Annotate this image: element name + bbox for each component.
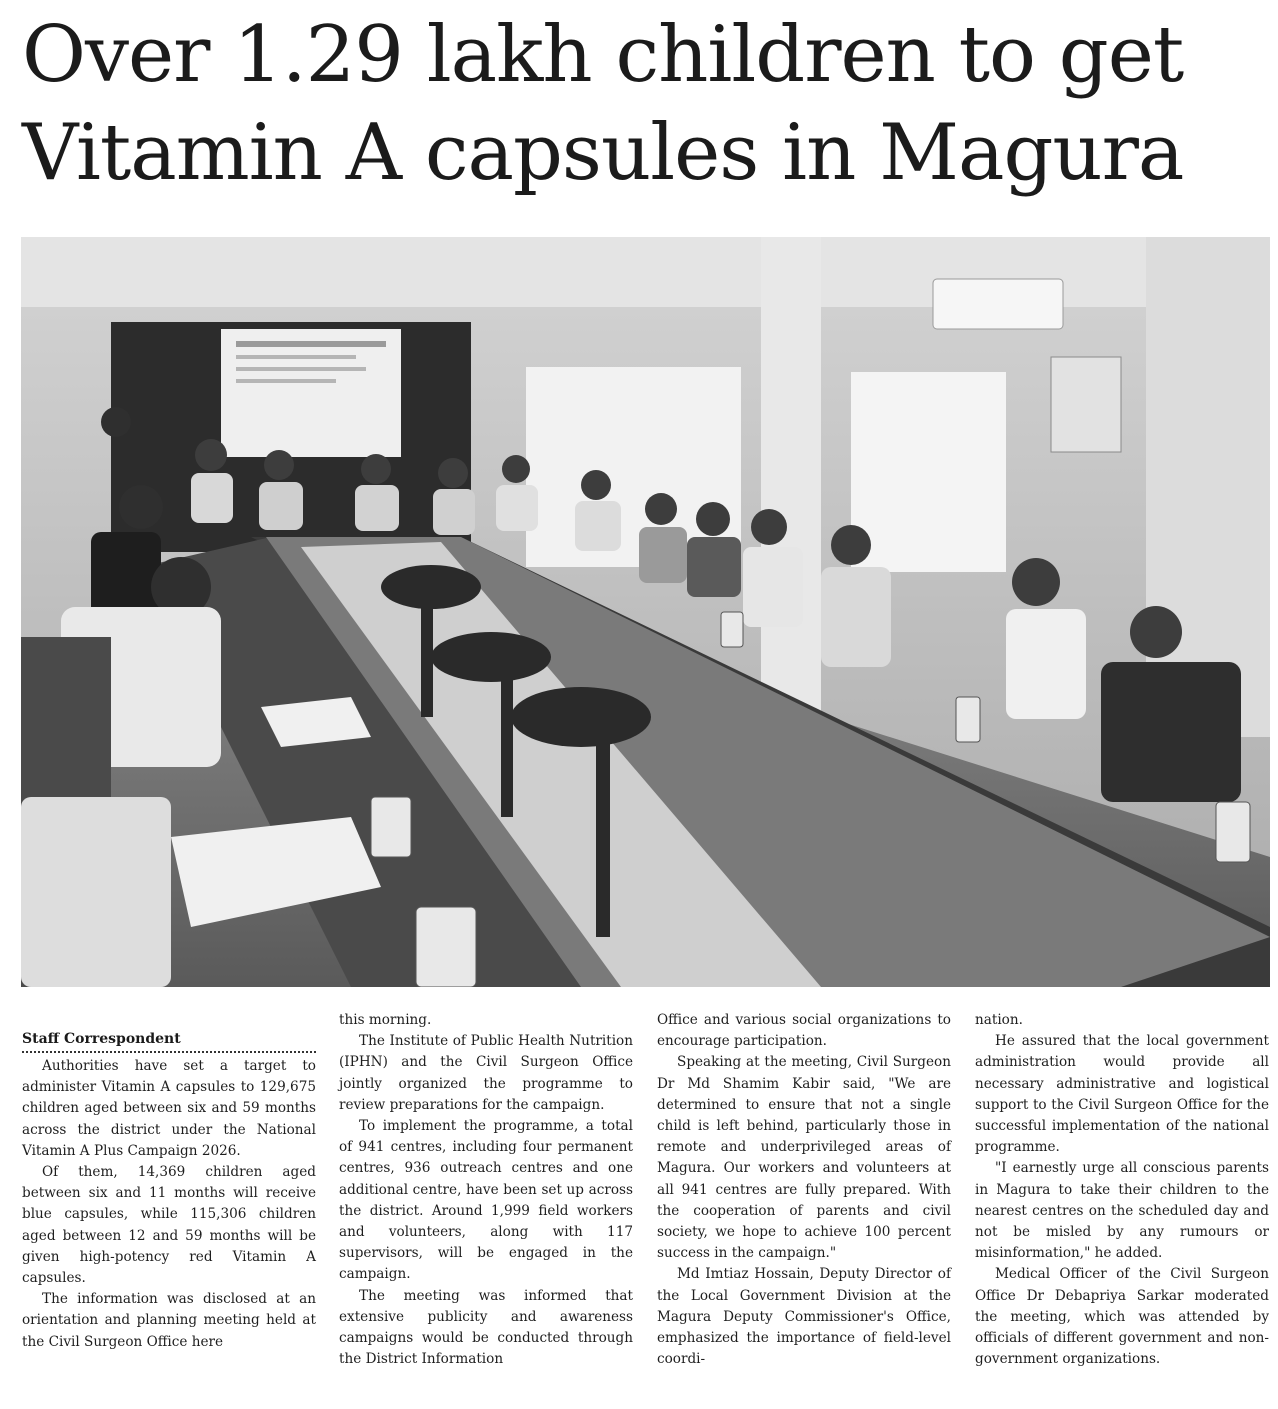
- column-2: [339, 1010, 633, 1370]
- paragraph: Md Imtiaz Hossain, Deputy Director of the Local Government Division at the Magura Deputy Commissioner's Office, emphasized the importance of field-level coordi-: [657, 1266, 951, 1368]
- paragraph: To implement the programme, a total of 941 centres, including four permanent centres, 936 outreach centres and one additional centre, have been set up across the district. Around 1,999 field workers and volunteers, along with 117 supervisors, will be engaged in the campaign.: [339, 1118, 633, 1283]
- column-1: [22, 1056, 316, 1353]
- paragraph-continued: this morning.: [339, 1012, 432, 1028]
- paragraph: The information was disclosed at an orientation and planning meeting held at the Civil Surgeon Office here: [22, 1291, 316, 1350]
- headline: [22, 6, 1262, 202]
- paragraph: Of them, 14,369 children aged between six and 11 months will receive blue capsules, while 115,306 children aged between 12 and 59 months will be given high-potency red Vitamin A capsules.: [22, 1164, 316, 1287]
- headline-line-1: Over 1.29 lakh children to get: [22, 10, 1184, 100]
- paragraph: The Institute of Public Health Nutrition (IPHN) and the Civil Surgeon Office jointly organized the programme to review preparations for the campaign.: [339, 1033, 633, 1113]
- byline: Staff Correspondent: [22, 1029, 316, 1053]
- paragraph: He assured that the local government administration would provide all necessary administrative and logistical support to the Civil Surgeon Office for the successful implementation of the national programme.: [975, 1033, 1269, 1156]
- headline-line-2: Vitamin A capsules in Magura: [22, 108, 1184, 198]
- column-3: [657, 1010, 951, 1370]
- column-4: [975, 1010, 1269, 1370]
- paragraph-continued: Office and various social organizations to encourage participation.: [657, 1012, 951, 1050]
- paragraph: Medical Officer of the Civil Surgeon Office Dr Debapriya Sarkar moderated the meeting, which was attended by officials of different government and non-government organizations.: [975, 1266, 1269, 1368]
- paragraph: Authorities have set a target to administer Vitamin A capsules to 129,675 children aged between six and 59 months across the district under the National Vitamin A Plus Campaign 2026.: [22, 1058, 316, 1159]
- paragraph: The meeting was informed that extensive publicity and awareness campaigns would be conducted through the District Information: [339, 1287, 633, 1368]
- meeting-photo: [21, 237, 1270, 987]
- paragraph-continued: nation.: [975, 1012, 1023, 1028]
- paragraph: Speaking at the meeting, Civil Surgeon Dr Md Shamim Kabir said, "We are determined to ensure that not a single child is left behind, particularly those in remote and underprivileged areas of Magura. Our workers and volunteers at all 941 centres are fully prepared. With the cooperation of parents and civil society, we hope to achieve 100 percent success in the campaign.": [657, 1054, 951, 1262]
- paragraph: "I earnestly urge all conscious parents in Magura to take their children to the nearest centres on the scheduled day and not be misled by any rumours or misinformation," he added.: [975, 1160, 1269, 1262]
